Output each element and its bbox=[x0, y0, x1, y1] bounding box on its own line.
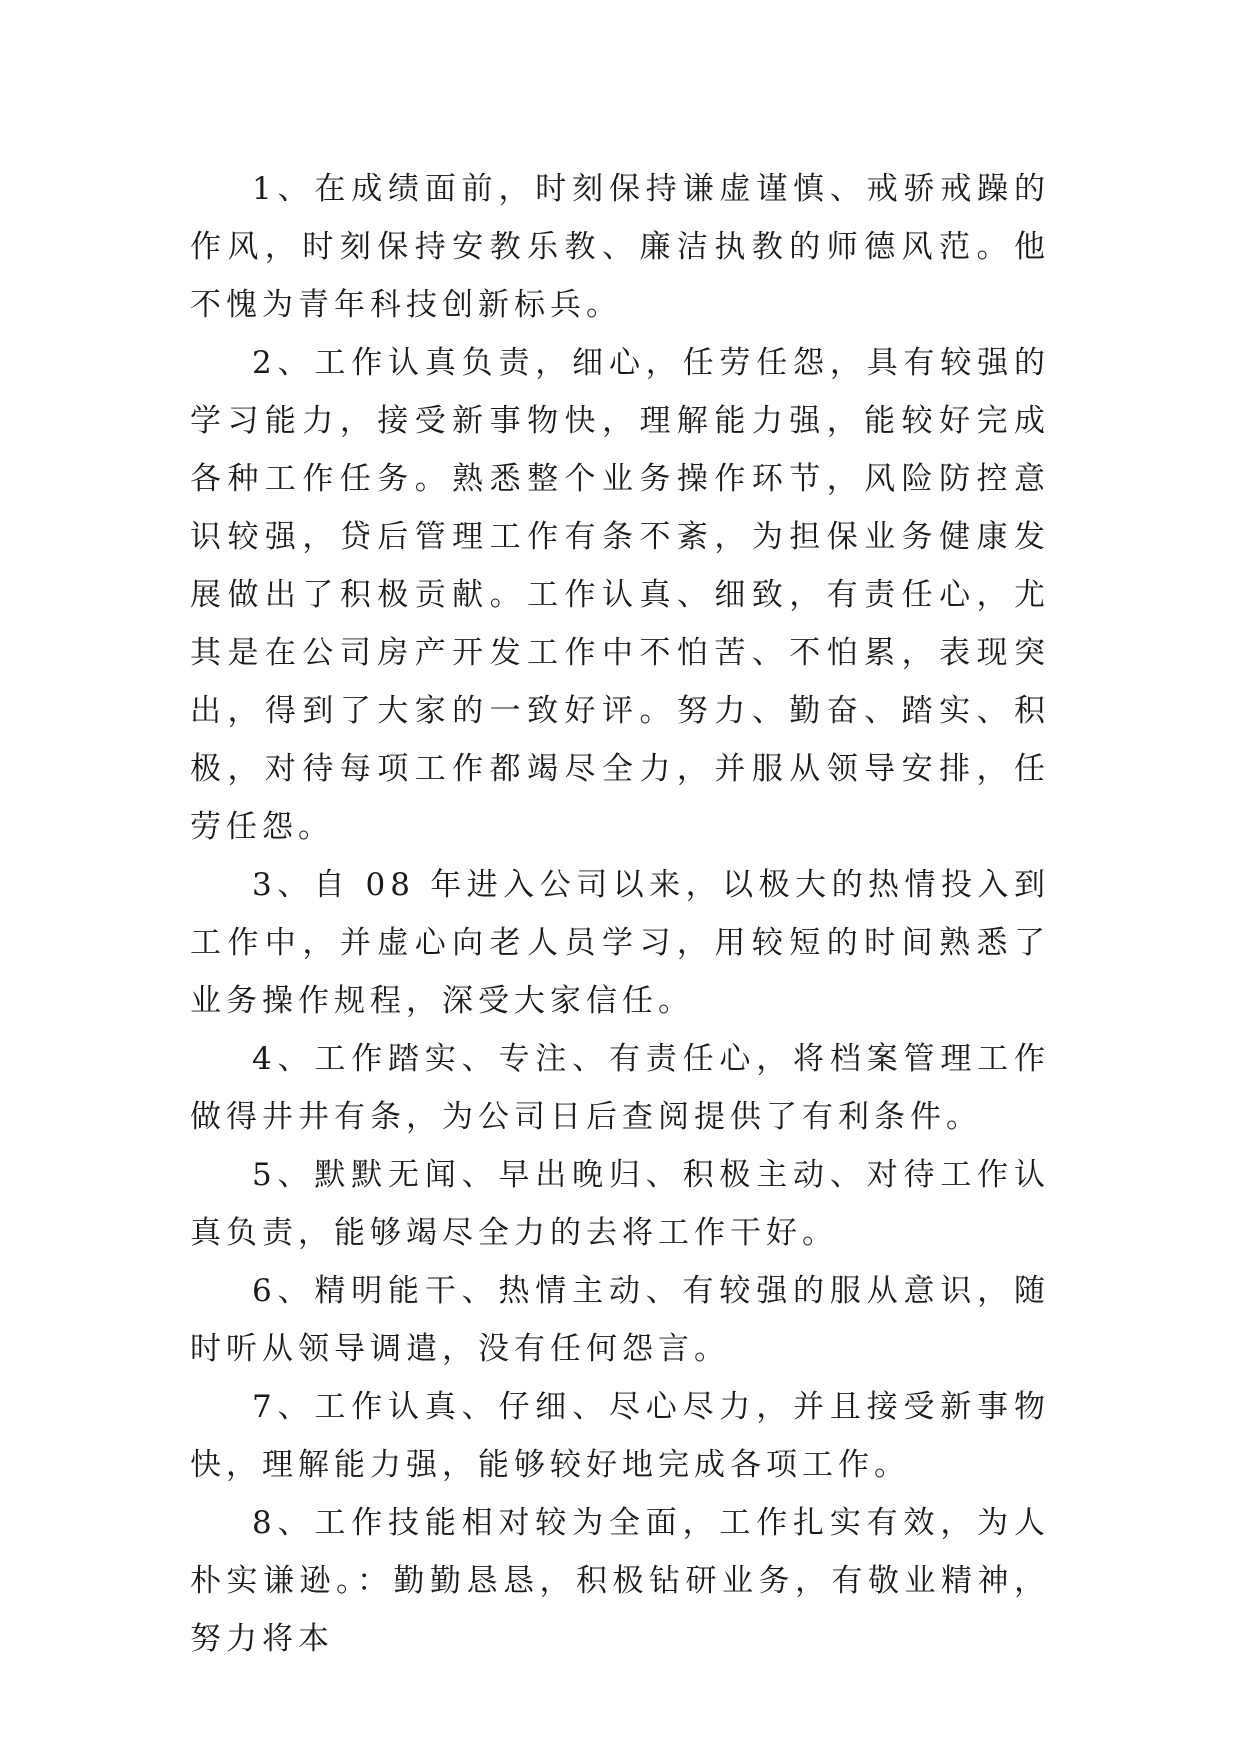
paragraph-8: 8、工作技能相对较为全面，工作扎实有效，为人朴实谦逊。：勤勤恳恳，积极钻研业务，有敬业精神，努力将本 bbox=[190, 1505, 1050, 1657]
paragraph-2: 2、工作认真负责，细心，任劳任怨，具有较强的学习能力，接受新事物快，理解能力强，能较好完成各种工作任务。熟悉整个业务操作环节，风险防控意识较强，贷后管理工作有条不紊，为担保业务健康发展做出了积极贡献。工作认真、细致，有责任心，尤其是在公司房产开发工作中不怕苦、不怕累，表现突出，得到了大家的一致好评。努力、勤奋、踏实、积极，对待每项工作都竭尽全力，并服从领导安排，任劳任怨。 bbox=[190, 345, 1050, 845]
document-body bbox=[190, 160, 1050, 1668]
paragraph-1: 1、在成绩面前，时刻保持谦虚谨慎、戒骄戒躁的作风，时刻保持安教乐教、廉洁执教的师德风范。他不愧为青年科技创新标兵。 bbox=[190, 171, 1050, 323]
paragraph-6: 6、精明能干、热情主动、有较强的服从意识，随时听从领导调遣，没有任何怨言。 bbox=[190, 1273, 1050, 1367]
paragraph-4: 4、工作踏实、专注、有责任心，将档案管理工作做得井井有条，为公司日后查阅提供了有利条件。 bbox=[190, 1041, 1050, 1135]
paragraph-3: 3、自 08 年进入公司以来，以极大的热情投入到工作中，并虚心向老人员学习，用较短的时间熟悉了业务操作规程，深受大家信任。 bbox=[190, 867, 1050, 1019]
paragraph-5: 5、默默无闻、早出晚归、积极主动、对待工作认真负责，能够竭尽全力的去将工作干好。 bbox=[190, 1157, 1050, 1251]
paragraph-7: 7、工作认真、仔细、尽心尽力，并且接受新事物快，理解能力强，能够较好地完成各项工作。 bbox=[190, 1389, 1050, 1483]
